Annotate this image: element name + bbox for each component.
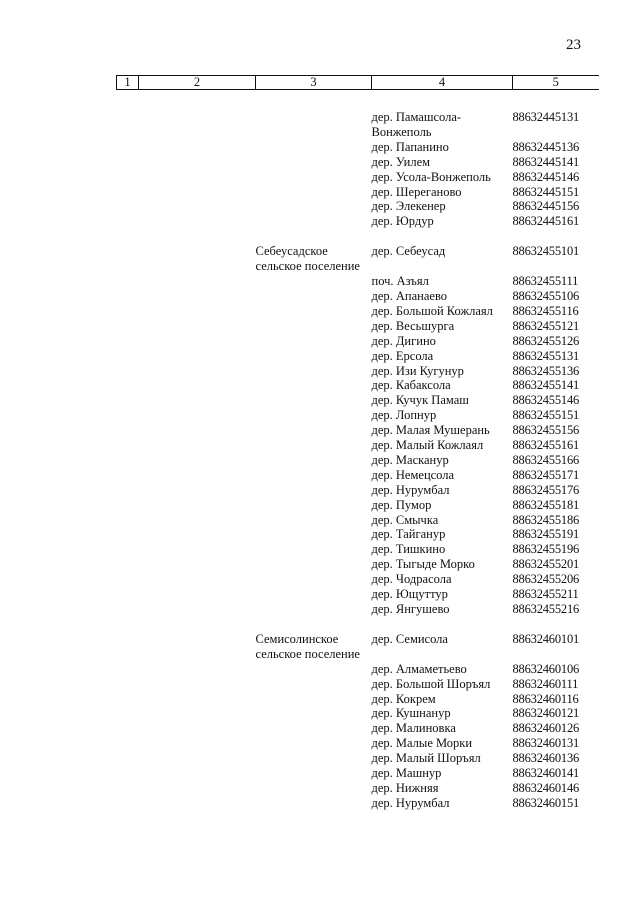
okato-code: 88632455171 [512,467,580,482]
settlement-name: Семисолинское сельское поселение [255,631,360,661]
locality-name: поч. Азъял [371,274,429,289]
table-row [117,513,599,528]
col2-cell [139,602,256,617]
okato-code: 88632455201 [512,557,580,572]
col1-cell [117,662,139,677]
okato-code: 88632445156 [512,199,580,214]
settlement-name [256,513,372,528]
table-row [117,498,599,513]
col1-cell [117,527,139,542]
col1-cell [117,498,139,513]
table-row [117,438,599,453]
settlement-name [256,483,372,498]
col2-cell [139,677,256,692]
col1-cell [117,632,139,662]
okato-code: 88632455166 [512,452,580,467]
table-row [117,453,599,468]
settlement-name [256,692,372,707]
column-number-4: 4 [372,76,513,90]
col2-cell [139,438,256,453]
locality-name: дер. Весьшурга [371,318,455,333]
col2-cell [139,334,256,349]
col1-cell [117,423,139,438]
table-row [117,721,599,736]
col1-cell [117,319,139,334]
settlement-name [256,796,372,811]
col1-cell [117,572,139,587]
okato-code: 88632455141 [512,378,580,393]
col2-cell [139,706,256,721]
table-row [117,736,599,751]
settlement-name [256,587,372,602]
table-row [117,677,599,692]
col2-cell [139,453,256,468]
locality-name: дер. Кокрем [371,691,436,706]
table-row [117,319,599,334]
okato-code: 88632460106 [512,661,580,676]
locality-name: дер. Кабаксола [371,378,451,393]
locality-name: дер. Алмаметьево [371,661,467,676]
col1-cell [117,766,139,781]
okato-code: 88632455131 [512,348,580,363]
okato-code: 88632445136 [512,139,580,154]
locality-name: дер. Пумор [371,497,432,512]
settlement-name [256,140,372,155]
table-row [117,378,599,393]
locality-name: дер. Шереганово [371,184,462,199]
settlement-name [256,304,372,319]
settlement-name [256,453,372,468]
table-row [117,632,599,662]
locality-name: дер. Малый Кожлаял [371,438,484,453]
table-row [117,527,599,542]
col2-cell [139,483,256,498]
locality-name: дер. Малая Мушерань [371,423,490,438]
col2-cell [139,319,256,334]
locality-name: дер. Уилем [371,154,431,169]
okato-code: 88632460101 [512,631,580,646]
okato-code: 88632460116 [512,691,579,706]
okato-code: 88632455111 [512,274,579,289]
col1-cell [117,781,139,796]
col2-cell [139,572,256,587]
table-row [117,364,599,379]
locality-name: дер. Смычка [371,512,439,527]
table-row [117,214,599,229]
col1-cell [117,692,139,707]
okato-code: 88632455186 [512,512,580,527]
settlement-name [256,334,372,349]
table-row [117,140,599,155]
table-row [117,557,599,572]
col2-cell [139,557,256,572]
locality-name: дер. Малый Шоръял [371,751,481,766]
col1-cell [117,289,139,304]
locality-name: дер. Папанино [371,139,449,154]
col1-cell [117,393,139,408]
okato-code: 88632455126 [512,333,580,348]
col1-cell [117,438,139,453]
locality-name: дер. Масканур [371,452,449,467]
okato-code: 88632445151 [512,184,580,199]
okato-code: 88632445146 [512,169,580,184]
settlement-name [256,736,372,751]
table-row [117,110,599,140]
locality-name: дер. Тайганур [371,527,446,542]
col1-cell [117,199,139,214]
column-number-1: 1 [117,76,139,90]
settlement-name [256,751,372,766]
col2-cell [139,185,256,200]
col2-cell [139,423,256,438]
table-row [117,423,599,438]
col1-cell [117,170,139,185]
col1-cell [117,587,139,602]
settlement-name [256,542,372,557]
settlement-name [256,319,372,334]
col1-cell [117,378,139,393]
table-row [117,587,599,602]
settlements-table [116,75,599,811]
col2-cell [139,781,256,796]
col2-cell [139,244,256,274]
page-number: 23 [566,37,581,53]
table-row [117,602,599,617]
column-number-3: 3 [256,76,372,90]
col1-cell [117,796,139,811]
okato-code: 88632455196 [512,542,580,557]
okato-code: 88632460111 [512,676,579,691]
okato-code: 88632455181 [512,497,580,512]
col1-cell [117,274,139,289]
settlement-name [256,199,372,214]
okato-code: 88632445161 [512,214,580,229]
locality-name: дер. Апанаево [371,288,448,303]
settlement-name [256,677,372,692]
table-row [117,199,599,214]
locality-name: дер. Изи Кугунур [371,363,464,378]
locality-name: дер. Кушнанур [371,706,451,721]
col1-cell [117,214,139,229]
col2-cell [139,736,256,751]
okato-code: 88632455101 [512,244,580,259]
locality-name: дер. Большой Шоръял [371,676,491,691]
locality-name: дер. Нурумбал [371,795,450,810]
table-row [117,334,599,349]
locality-name: дер. Себеусад [371,244,446,259]
locality-name: дер. Памашсола-Вонжеполь [371,110,462,139]
locality-name: дер. Юрдур [371,214,434,229]
okato-code: 88632455121 [512,318,580,333]
locality-name: дер. Тыгыде Морко [371,557,475,572]
col2-cell [139,364,256,379]
col2-cell [139,140,256,155]
settlement-name [256,498,372,513]
settlement-name [256,110,372,140]
locality-name: дер. Дигино [371,333,436,348]
table-row [117,289,599,304]
okato-code: 88632455211 [512,587,579,602]
locality-name: дер. Большой Кожлаял [371,303,493,318]
table-row [117,155,599,170]
okato-code: 88632455216 [512,602,580,616]
col2-cell [139,766,256,781]
table-row [117,408,599,423]
settlement-name [256,766,372,781]
col1-cell [117,602,139,617]
col2-cell [139,378,256,393]
table-header-row [117,76,599,90]
okato-code: 88632445131 [512,110,580,124]
col1-cell [117,155,139,170]
table-row [117,185,599,200]
okato-code: 88632455206 [512,572,580,587]
settlement-name [256,274,372,289]
okato-code: 88632460131 [512,736,580,751]
col2-cell [139,110,256,140]
okato-code: 88632455136 [512,363,580,378]
table-row [117,274,599,289]
col2-cell [139,199,256,214]
locality-name: дер. Тишкино [371,542,446,557]
settlement-name [256,423,372,438]
settlement-name [256,557,372,572]
settlement-name [256,185,372,200]
col1-cell [117,751,139,766]
settlement-name [256,468,372,483]
table-row [117,796,599,811]
col1-cell [117,408,139,423]
okato-code: 88632455151 [512,408,580,423]
settlement-name [256,364,372,379]
locality-name: дер. Машнур [371,766,442,781]
locality-name: дер. Нурумбал [371,482,450,497]
col1-cell [117,677,139,692]
okato-code: 88632455106 [512,288,580,303]
okato-code: 88632455116 [512,303,579,318]
col1-cell [117,334,139,349]
col1-cell [117,244,139,274]
table-row [117,170,599,185]
col1-cell [117,468,139,483]
locality-name: дер. Усола-Вонжеполь [371,169,491,184]
column-number-5: 5 [513,76,599,90]
settlement-name [256,408,372,423]
col1-cell [117,140,139,155]
col1-cell [117,721,139,736]
settlement-name [256,662,372,677]
okato-code: 88632455191 [512,527,580,542]
table-row [117,692,599,707]
column-number-2: 2 [139,76,256,90]
col2-cell [139,274,256,289]
okato-code: 88632460151 [512,795,580,810]
settlement-name: Себеусадское сельское поселение [255,244,360,274]
col1-cell [117,453,139,468]
locality-name: дер. Немецсола [371,467,455,482]
table-row [117,766,599,781]
settlement-name [256,572,372,587]
col2-cell [139,393,256,408]
settlement-name [256,721,372,736]
table-row [117,572,599,587]
col2-cell [139,214,256,229]
settlement-name [256,438,372,453]
col2-cell [139,408,256,423]
okato-code: 88632460141 [512,766,580,781]
col1-cell [117,542,139,557]
table-row [117,706,599,721]
settlement-name [256,349,372,364]
locality-name: дер. Янгушево [371,602,450,616]
settlement-name [256,393,372,408]
settlement-name [256,289,372,304]
table-row [117,304,599,319]
table-row [117,751,599,766]
locality-name: дер. Малиновка [371,721,456,736]
locality-name: дер. Малые Морки [371,736,473,751]
table-row [117,542,599,557]
col1-cell [117,185,139,200]
table-row [117,662,599,677]
table-row [117,244,599,274]
col2-cell [139,155,256,170]
locality-name: дер. Ерсола [371,348,434,363]
settlement-name [256,706,372,721]
okato-code: 88632455146 [512,393,580,408]
col2-cell [139,170,256,185]
col1-cell [117,706,139,721]
locality-name: дер. Нижняя [371,780,439,795]
okato-code: 88632455161 [512,438,580,453]
col2-cell [139,498,256,513]
col2-cell [139,632,256,662]
locality-name: дер. Элекенер [371,199,446,214]
okato-code: 88632460126 [512,721,580,736]
okato-code: 88632460121 [512,706,580,721]
col2-cell [139,721,256,736]
col2-cell [139,692,256,707]
okato-code: 88632455156 [512,423,580,438]
col1-cell [117,557,139,572]
locality-name: дер. Семисола [371,631,448,646]
col2-cell [139,796,256,811]
okato-code: 88632445141 [512,154,580,169]
col2-cell [139,527,256,542]
header-spacer [117,90,599,111]
settlement-name [256,781,372,796]
col2-cell [139,542,256,557]
group-gap [117,229,599,244]
col2-cell [139,289,256,304]
table-row [117,781,599,796]
settlement-name [256,527,372,542]
settlement-name [256,378,372,393]
col1-cell [117,349,139,364]
col1-cell [117,364,139,379]
settlement-name [256,155,372,170]
col2-cell [139,513,256,528]
locality-name: дер. Лопнур [371,408,437,423]
group-gap [117,617,599,632]
table-row [117,483,599,498]
okato-code: 88632460146 [512,780,580,795]
col1-cell [117,513,139,528]
col2-cell [139,587,256,602]
col2-cell [139,751,256,766]
col1-cell [117,110,139,140]
col2-cell [139,349,256,364]
settlement-name [256,170,372,185]
settlement-name [256,214,372,229]
col1-cell [117,736,139,751]
col2-cell [139,468,256,483]
col1-cell [117,483,139,498]
locality-name: дер. Ющуттур [371,587,448,602]
col1-cell [117,304,139,319]
locality-name: дер. Чодрасола [371,572,452,587]
table-row [117,393,599,408]
okato-code: 88632460136 [512,751,580,766]
locality-name: дер. Кучук Памаш [371,393,469,408]
settlement-name [256,602,372,617]
okato-code: 88632455176 [512,482,580,497]
table-row [117,349,599,364]
col2-cell [139,662,256,677]
table-row [117,468,599,483]
col2-cell [139,304,256,319]
